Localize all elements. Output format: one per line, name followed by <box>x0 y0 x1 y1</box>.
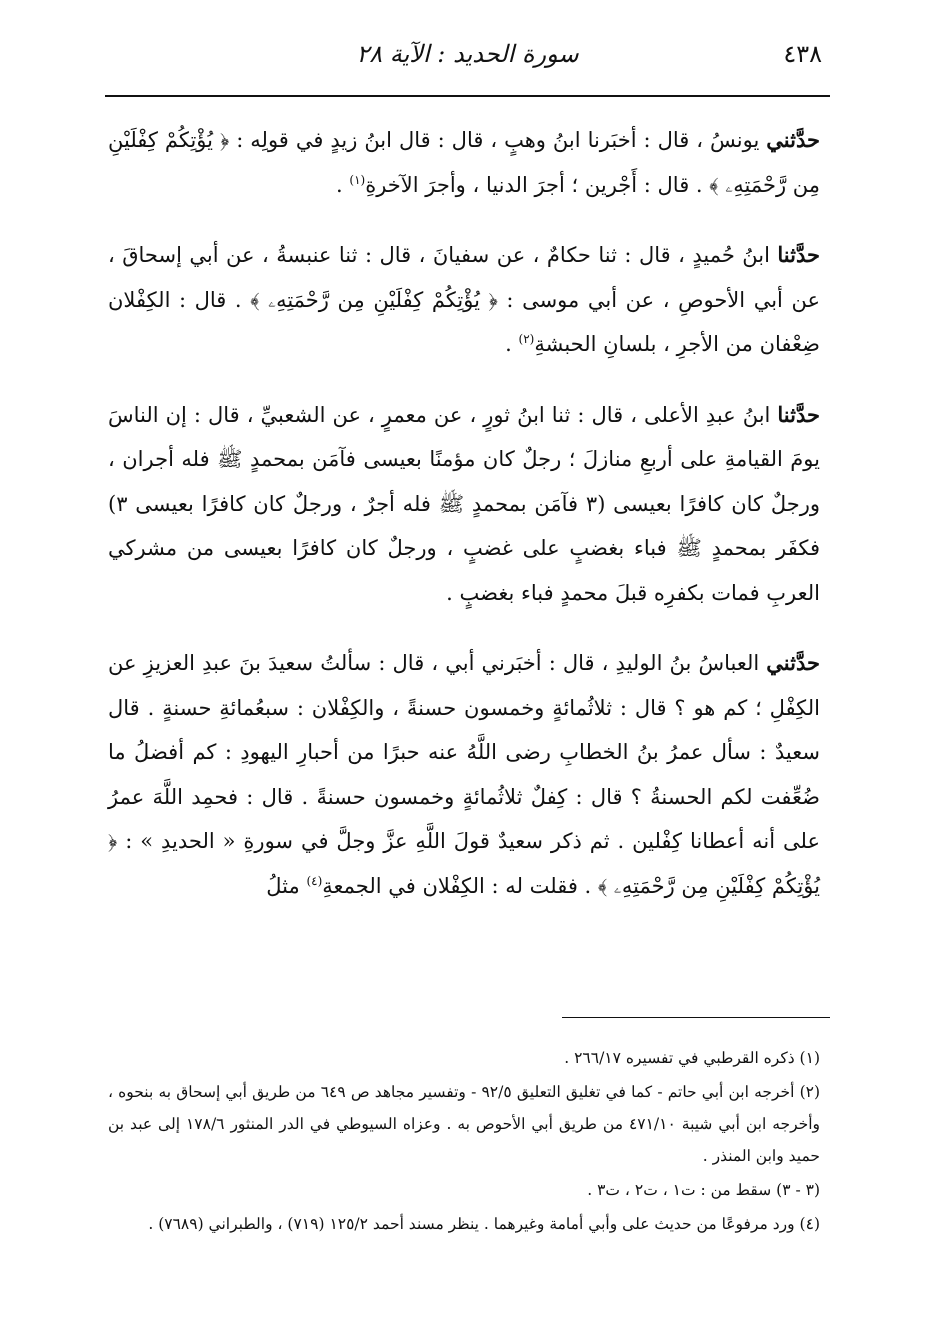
footnote: (١) ذكره القرطبي في تفسيره ٢٦٦/١٧ . <box>564 1049 820 1067</box>
footnote-ref: (١) <box>349 172 366 187</box>
paragraph-text: ابنُ حُميدٍ ، قال : ثنا حكامٌ ، عن سفيانَ ، قال : ثنا عنبسةُ ، عن أبي إسحاقَ ، عن أبي الأحوصِ ، عن أبي موسى : ﴿ يُؤْتِكُمْ كِفْلَيْنِ مِن رَّحْمَتِهِۦ ﴾ . قال : الكِفْلان ضِعْفان من الأجرِ ، بلسانِ الحبشةِ <box>108 243 820 356</box>
paragraph-lead: حدَّثني <box>766 127 820 152</box>
paragraph <box>108 118 820 207</box>
running-title: سورة الحديد : الآية ٢٨ <box>356 40 579 68</box>
paragraph-text: يونسُ ، قال : أخبَرنا ابنُ وهبٍ ، قال : قال ابنُ زيدٍ في قولِه : ﴿ يُؤْتِكُمْ كِفْلَيْنِ مِن رَّحْمَتِهِۦ ﴾ . قال : أَجْرين ؛ أجرَ الدنيا ، وأجرَ الآخرةِ <box>108 128 820 197</box>
paragraph-tail: . <box>336 172 350 197</box>
paragraph-lead: حدَّثنا <box>777 242 820 267</box>
paragraph-lead: حدَّثني <box>766 650 820 675</box>
footnote-ref: (٤) <box>306 873 323 888</box>
page-header <box>105 38 830 88</box>
footnote-separator <box>562 1017 830 1018</box>
page-number: ٤٣٨ <box>783 40 822 68</box>
paragraph <box>108 393 820 616</box>
footnote-ref: (٢) <box>518 332 535 346</box>
paragraph-tail: . <box>505 332 519 356</box>
header-rule <box>105 95 830 97</box>
main-text <box>108 118 820 934</box>
paragraph-text: العباسُ بنُ الوليدِ ، قال : أخبَرني أبي ، قال : سألتُ سعيدَ بنَ عبدِ العزيزِ عن الكِفْلِ ؛ كم هو ؟ قال : ثلاثُمائةٍ وخمسون حسنةً ، والكِفْلان : سبعُمائةِ حسنةٍ . قال سعيدٌ : سأل عمرُ بنُ الخطابِ رضى اللَّهُ عنه حبرًا من أحبارِ اليهودِ : كم أفضلُ ما ضُعِّفت لكم الحسنةُ ؟ قال : كِفلٌ ثلاثُمائةٍ وخمسون حسنةً . قال : فحمِد اللَّهَ عمرُ على أنه أعطانا كِفْلين . ثم ذكر سعيدٌ قولَ اللَّهِ عزَّ وجلَّ في سورةِ « الحديدِ » : ﴿ يُؤْتِكُمْ كِفْلَيْنِ مِن رَّحْمَتِهِۦ ﴾ . فقلت له : الكِفْلان في الجمعةِ <box>108 651 820 898</box>
paragraph <box>108 233 820 367</box>
paragraph-lead: حدَّثنا <box>777 401 820 427</box>
footnotes <box>108 1042 820 1242</box>
paragraph-tail: مثلُ <box>266 873 307 898</box>
footnote: (٢) أخرجه ابن أبي حاتم - كما في تغليق التعليق ٩٢/٥ - وتفسير مجاهد ص ٦٤٩ من طريق أبي إسحاق به بنحوه ، وأخرجه ابن أبي شيبة ٤٧١/١٠ من طريق أبي الأحوص به . وعزاه السيوطي في الدر المنثور ١٧٨/٦ إلى عبد بن حميد وابن المنذر . <box>108 1083 821 1165</box>
footnote: (٣ - ٣) سقط من : ت١ ، ت٢ ، ت٣ . <box>587 1181 820 1199</box>
paragraph <box>108 641 820 908</box>
paragraph-text: ابنُ عبدِ الأعلى ، قال : ثنا ابنُ ثورٍ ، عن معمرٍ ، عن الشعبيِّ ، قال : إن الناسَ يومَ القيامةِ على أربعِ منازلَ ؛ رجلٌ كان مؤمنًا بعيسى فآمَن بمحمدٍ ﷺ فله أجران ، ورجلٌ كان كافرًا بعيسى (٣ فآمَن بمحمدٍ ﷺ فله أجرٌ ، ورجلٌ كان كافرًا بعيسى ٣) فكفَر بمحمدٍ ﷺ فباء بغضبٍ على غضبٍ ، ورجلٌ كان كافرًا بعيسى من مشركي العربِ فمات بكفرِه قبلَ محمدٍ فباء بغضبٍ . <box>108 402 820 605</box>
footnote: (٤) ورد مرفوعًا من حديث على وأبي أمامة وغيرهما . ينظر مسند أحمد ١٢٥/٢ (٧١٩) ، والطبراني (٧٦٨٩) . <box>148 1215 820 1233</box>
